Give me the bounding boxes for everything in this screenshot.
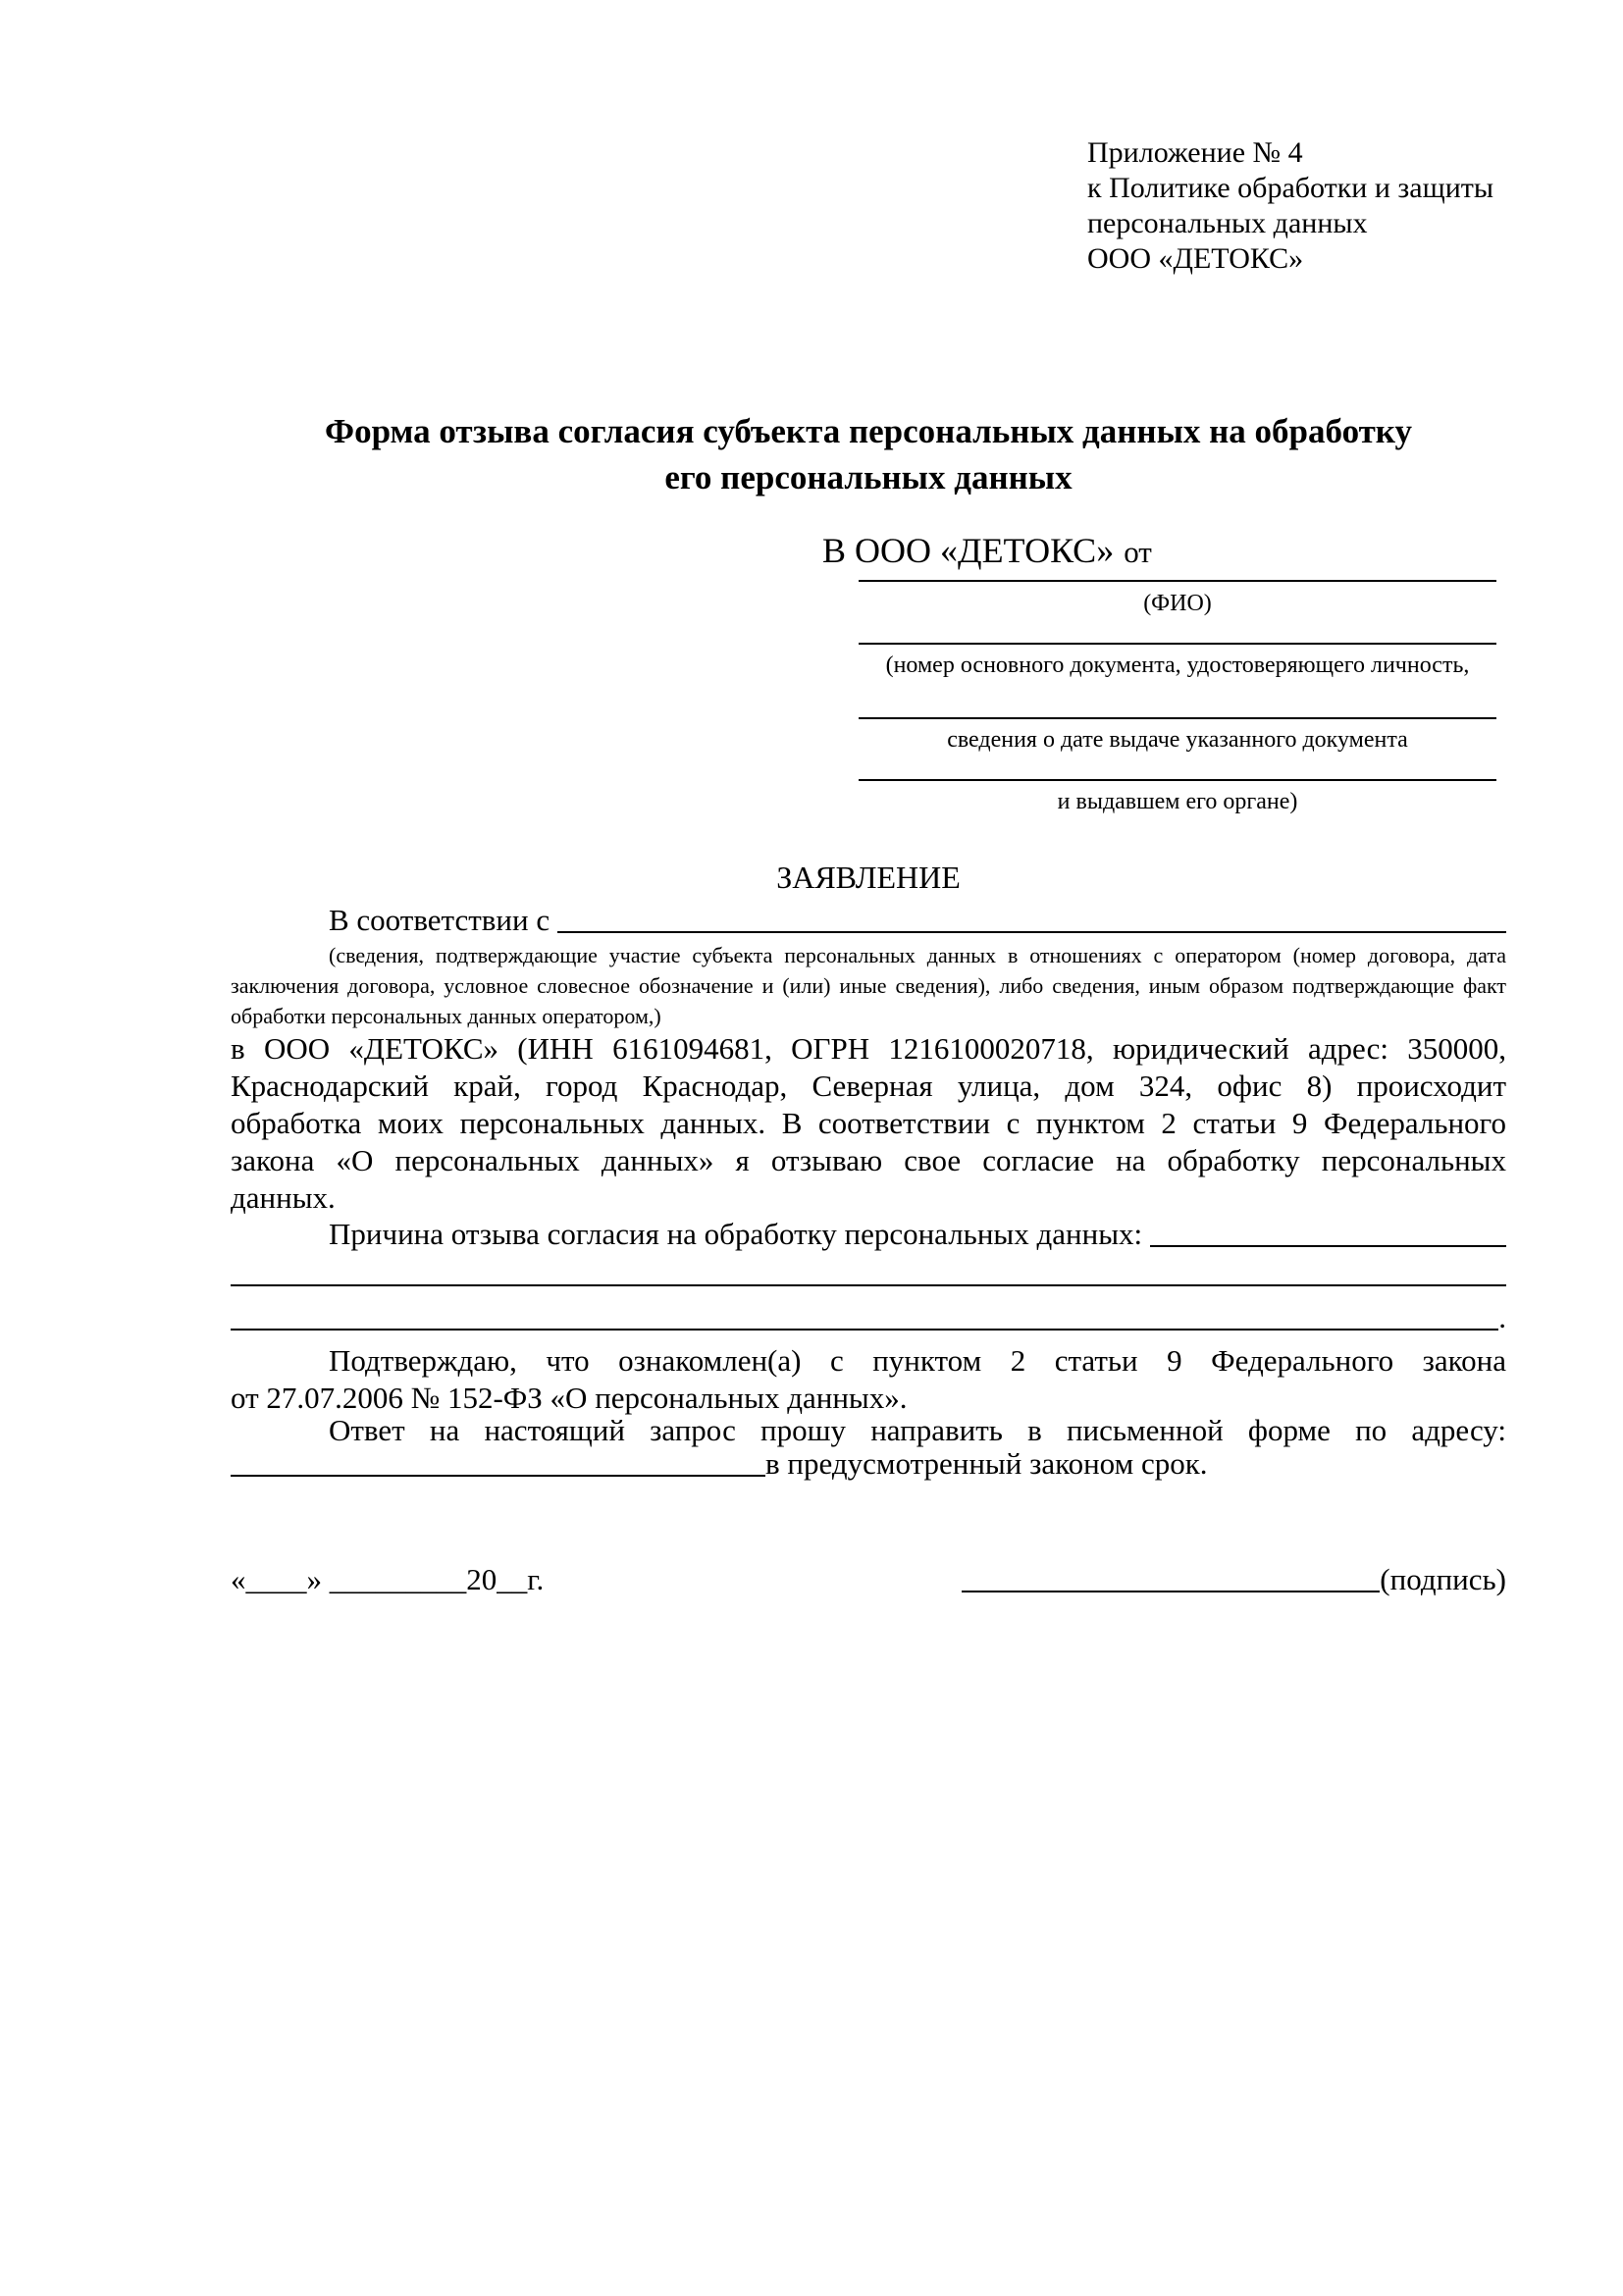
addressee-organization: В ООО «ДЕТОКС» <box>822 531 1115 570</box>
issue-date-field-line <box>859 717 1496 719</box>
note-line-3: обработки персональных данных оператором,) <box>231 1004 661 1028</box>
signature-area <box>962 1562 1506 1597</box>
header-note-line-4: ООО «ДЕТОКС» <box>1087 242 1304 275</box>
fio-field-caption: (ФИО) <box>1143 591 1212 616</box>
header-note-line-1: Приложение № 4 <box>1087 136 1303 169</box>
statement-heading: ЗАЯВЛЕНИЕ <box>776 860 961 895</box>
reason-continuation-line-1 <box>231 1258 1506 1291</box>
signature-caption: (подпись) <box>1380 1562 1506 1596</box>
reason-line <box>231 1219 1506 1252</box>
confirmation-paragraph <box>231 1342 1506 1417</box>
fio-field-line <box>859 580 1496 582</box>
document-number-field-caption: (номер основного документа, удостоверяющего личность, <box>885 652 1470 678</box>
confirmation-line-1: Подтверждаю, что ознакомлен(а) с пунктом 2 статьи 9 Федерального закона <box>329 1343 1506 1378</box>
addressee-line <box>822 530 1152 571</box>
intro-blank-line <box>557 931 1506 933</box>
body-line-4: закона «О персональных данных» я отзываю свое согласие на обработку персональных <box>231 1143 1506 1177</box>
signature-line <box>962 1591 1380 1592</box>
document-title-line-2: его персональных данных <box>664 458 1073 496</box>
confirmation-line-2: от 27.07.2006 № 152-ФЗ «О персональных данных». <box>231 1381 908 1415</box>
reply-suffix: в предусмотренный законом срок. <box>765 1446 1208 1481</box>
header-note-line-2: к Политике обработки и защиты <box>1087 172 1494 204</box>
note-line-1: (сведения, подтверждающие участие субъекта персональных данных в отношениях с оператором (номер договора, дата <box>329 943 1506 967</box>
trailing-period: . <box>1498 1300 1506 1334</box>
body-line-1: в ООО «ДЕТОКС» (ИНН 6161094681, ОГРН 1216100020718, юридический адрес: 350000, <box>231 1031 1506 1066</box>
issuing-authority-field-caption: и выдавшем его органе) <box>1057 789 1298 814</box>
body-paragraph <box>231 1030 1506 1217</box>
addressee-from-word: от <box>1124 535 1152 569</box>
document-title <box>231 408 1506 500</box>
document-number-field-line <box>859 643 1496 645</box>
note-block <box>231 940 1506 1031</box>
blank-line <box>231 1284 1506 1286</box>
reason-continuation-line-2 <box>231 1302 1506 1335</box>
note-line-2: заключения договора, условное словесное обозначение и (или) иные сведения), либо сведения, иным образом подтверждающие факт <box>231 973 1506 998</box>
blank-line <box>231 1329 1498 1331</box>
date-blank: «____» _________20__г. <box>231 1562 545 1596</box>
header-note-line-3: персональных данных <box>1087 207 1368 239</box>
address-blank-line <box>231 1475 765 1477</box>
body-line-3: обработка моих персональных данных. В соответствии с пунктом 2 статьи 9 Федерального <box>231 1106 1506 1140</box>
issuing-authority-field-line <box>859 779 1496 781</box>
reply-request-line: Ответ на настоящий запрос прошу направить в письменной форме по адресу: <box>329 1413 1506 1447</box>
body-line-5: данных. <box>231 1180 336 1215</box>
body-line-2: Краснодарский край, город Краснодар, Северная улица, дом 324, офис 8) происходит <box>231 1069 1506 1103</box>
intro-prefix: В соответствии с <box>329 903 550 937</box>
reply-address-line <box>231 1448 1506 1482</box>
reason-blank-line <box>1150 1245 1506 1247</box>
document-title-line-1: Форма отзыва согласия субъекта персональных данных на обработку <box>325 412 1412 450</box>
date-signature-row <box>231 1562 1506 1597</box>
issue-date-field-caption: сведения о дате выдаче указанного документа <box>947 727 1408 753</box>
intro-line <box>231 901 1506 938</box>
header-note <box>1087 135 1519 277</box>
reason-label: Причина отзыва согласия на обработку персональных данных: <box>329 1217 1143 1251</box>
